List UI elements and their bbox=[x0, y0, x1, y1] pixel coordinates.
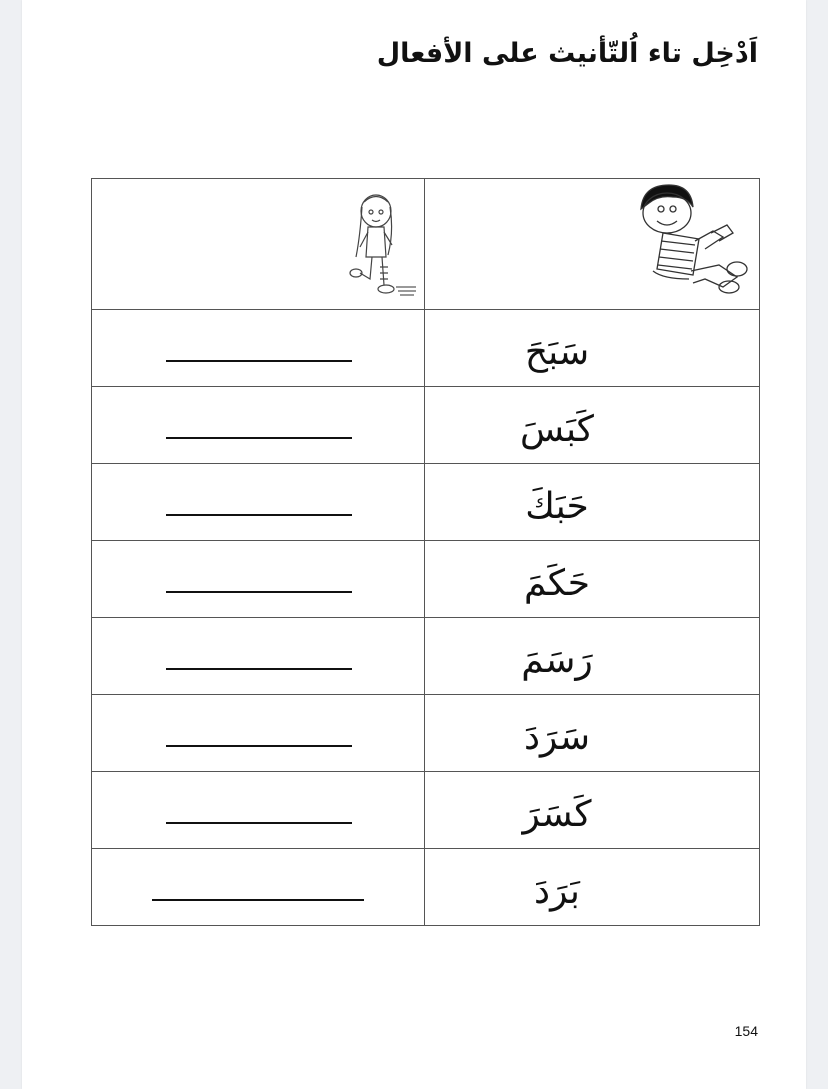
verb-cell bbox=[425, 695, 760, 772]
answer-cell bbox=[92, 849, 425, 926]
worksheet-page bbox=[22, 0, 806, 1089]
masculine-header-cell bbox=[425, 179, 760, 310]
answer-cell bbox=[92, 464, 425, 541]
verb-text: حَكَمَ bbox=[523, 563, 591, 604]
verb-text: بَرَدَ bbox=[534, 871, 580, 912]
girl-illustration bbox=[342, 187, 422, 305]
boy-illustration bbox=[633, 179, 753, 297]
answer-cell bbox=[92, 695, 425, 772]
answer-blank-line[interactable] bbox=[166, 591, 352, 593]
answer-blank-line[interactable] bbox=[166, 745, 352, 747]
verbs-table bbox=[91, 178, 760, 926]
table-row bbox=[92, 464, 760, 541]
verb-cell bbox=[425, 310, 760, 387]
answer-blank-line[interactable] bbox=[166, 360, 352, 362]
verb-cell bbox=[425, 849, 760, 926]
answer-blank-line[interactable] bbox=[166, 668, 352, 670]
table-row bbox=[92, 310, 760, 387]
table-row bbox=[92, 772, 760, 849]
table-row bbox=[92, 849, 760, 926]
feminine-header-cell bbox=[92, 179, 425, 310]
answer-cell bbox=[92, 541, 425, 618]
answer-cell bbox=[92, 618, 425, 695]
verb-text: كَسَرَ bbox=[522, 794, 592, 835]
verb-text: سَبَحَ bbox=[524, 332, 590, 373]
verb-text: رَسَمَ bbox=[521, 640, 593, 681]
answer-blank-line[interactable] bbox=[166, 822, 352, 824]
table-row bbox=[92, 695, 760, 772]
verb-cell bbox=[425, 464, 760, 541]
table-row bbox=[92, 541, 760, 618]
answer-cell bbox=[92, 387, 425, 464]
verb-text: كَبَسَ bbox=[520, 409, 594, 450]
answer-blank-line[interactable] bbox=[152, 899, 364, 901]
answer-cell bbox=[92, 310, 425, 387]
page-number: 154 bbox=[734, 1023, 758, 1039]
header-row bbox=[92, 179, 760, 310]
answer-blank-line[interactable] bbox=[166, 437, 352, 439]
verb-cell bbox=[425, 772, 760, 849]
verb-cell bbox=[425, 618, 760, 695]
answer-blank-line[interactable] bbox=[166, 514, 352, 516]
table-row bbox=[92, 618, 760, 695]
answer-cell bbox=[92, 772, 425, 849]
page-title: اَدْخِل تاء اُلتّأنيث على الأفعال bbox=[376, 38, 758, 69]
verb-text: سَرَدَ bbox=[523, 717, 591, 758]
verb-text: حَبَكَ bbox=[525, 486, 589, 527]
table-row bbox=[92, 387, 760, 464]
verb-cell bbox=[425, 541, 760, 618]
verb-cell bbox=[425, 387, 760, 464]
